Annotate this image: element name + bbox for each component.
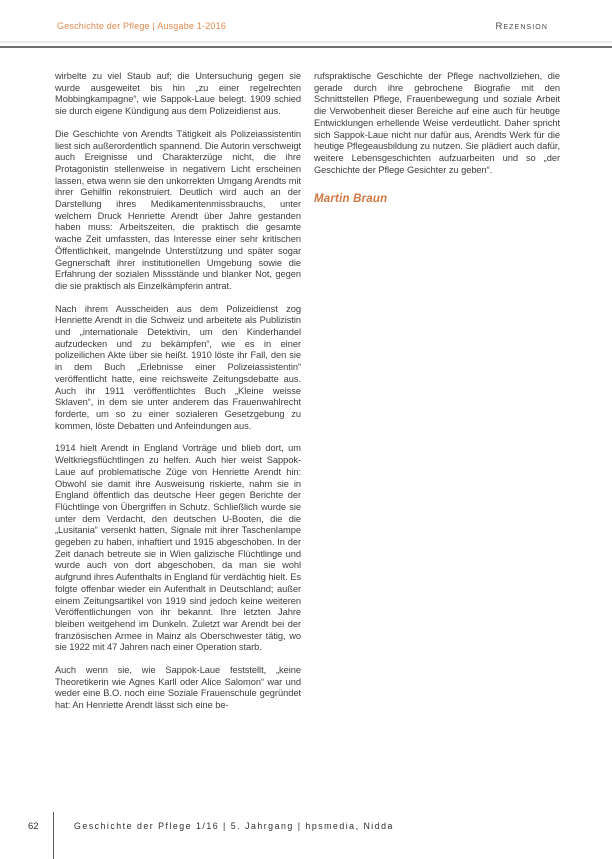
section-label-rezension: Rezension	[495, 21, 548, 32]
footer-journal-line: Geschichte der Pflege 1/16 | 5. Jahrgang | hpsmedia, Nidda	[74, 821, 394, 831]
journal-issue-label: Geschichte der Pflege | Ausgabe 1-2016	[57, 21, 227, 31]
page-footer	[0, 809, 612, 859]
paragraph-2: Die Geschichte von Arendts Tätigkeit als Polizeiassistentin liest sich außerordentlich spannend. Die Autorin verschweigt auch Ereignisse und Charakterzüge nicht, die ihre Protagonistin stellenweise in negativem Licht erscheinen lassen, etwa wenn sie den unkorrekten Umgang Arendts mit ihrer Gehilfin rekonstruiert. Deutlich wird auch an der Darstellung ihres Medikamentenmissbrauchs, unter welchem Druck Henriette Arendt über Jahre gestanden haben muss: Arbeitszeiten, die praktisch die gesamte wache Zeit umfassten, das Interesse einer sehr kritischen Öffentlichkeit, mangelnde Unterstützung und später sogar Gegnerschaft ihrer institutionellen Umgebung sowie die Erfahrung der sozialen Missstände und blanker Not, gegen die sie praktisch als Einzelkämpferin antrat.	[55, 128, 301, 291]
paragraph-1: wirbelte zu viel Staub auf; die Untersuchung gegen sie wurde ausgeweitet bis hin „zu einer regelrechten Mobbingkampagne“, wie Sappok-Laue belegt. 1909 schied sie durch eigene Kündigung aus dem Polizeidienst aus.	[55, 71, 301, 117]
paragraph-4: 1914 hielt Arendt in England Vorträge und blieb dort, um Weltkriegsflüchtlingen zu helfen. Auch hier weist Sappok-Laue auf problematische Züge von Henriette Arendt hin: Obwohl sie damit ihre Ausweisung riskierte, nahm sie in England öffentlich das deutsche Heer gegen Berichte der Flüchtlinge von Übergriffen in Schutz. Schließlich wurde sie unter dem Verdacht, den deutschen U-Booten, die die „Lusitania“ versenkt hatten, Signale mit ihrer Taschenlampe gegeben zu haben, inhaftiert und 1915 abgeschoben. In der Zeit danach betreute sie in Wien galizische Flüchtlinge und wurde auch von dort abgeschoben, da man sie wohl aufgrund ihres Aufenthalts in England für verdächtig hielt. Es folgte offenbar wieder ein Aufenthalt in Deutschland; außer einem Zeitungsartikel von 1919 sind jedoch keine weiteren Veröffentlichungen von ihr bekannt. Ihre letzten Jahre bleiben weitgehend im Dunkeln. Zuletzt war Arendt bei der französischen Armee in Mainz als Oberschwester tätig, wo sie 1922 mit 47 Jahren nach einer Operation starb.	[55, 443, 302, 653]
paragraph-3: Nach ihrem Ausscheiden aus dem Polizeidienst zog Henriette Arendt in die Schweiz und arbeitete als Publizistin und „internationale Detektivin, um den Kinderhandel aufzudecken und zu bekämpfen“, wie es in einer polizeilichen Akte über sie heißt. 1910 löste ihr Fall, den sie in dem Buch „Erlebnisse einer Polizeiassistentin“ veröffentlicht hatte, eine reichsweite Zeitungsdebatte aus. Auch ihr 1911 veröffentlichtes Buch „Kleine weisse Sklaven“, in dem sie unter anderem das Frauenwahlrecht forderte, um so zu einer sozialeren Gesetzgebung zu kommen, löste Debatten und Anfeindungen aus.	[55, 303, 301, 431]
paragraph-6: rufspraktische Geschichte der Pflege nachvollziehen, die gerade durch ihre gebrochene Biografie mit den Schnittstellen Pflege, Frauenbewegung und soziale Arbeit die Verwobenheit dieser Bereiche auf eine auch für heutige Entwicklungen erhellende Weise verdeutlicht. Daher spricht sich Sappok-Laue nicht nur dafür aus, Arendts Werk für die heutige Pflegeausbildung zu nutzen. Sie plädiert auch dafür, weitere Lebensgeschichten aufzuarbeiten und so „der Geschichte der Pflege Gesichter zu geben“.	[314, 71, 560, 175]
header-rule-light	[0, 41, 612, 43]
paragraph-5: Auch wenn sie, wie Sappok-Laue feststellt, „keine Theoretikerin wie Agnes Karll oder Alice Salomon“ war und weder eine B.O. noch eine Soziale Frauenschule gegründet hat: An Henriette Arendt lässt sich eine be-	[55, 665, 301, 711]
header-rule	[0, 46, 612, 48]
footer-divider-line	[53, 812, 54, 859]
page-header	[55, 20, 557, 38]
column-left	[55, 71, 301, 723]
column-right	[314, 71, 560, 723]
article-body	[55, 71, 560, 723]
page-number: 62	[28, 821, 39, 832]
author-signature: Martin Braun	[314, 193, 388, 206]
